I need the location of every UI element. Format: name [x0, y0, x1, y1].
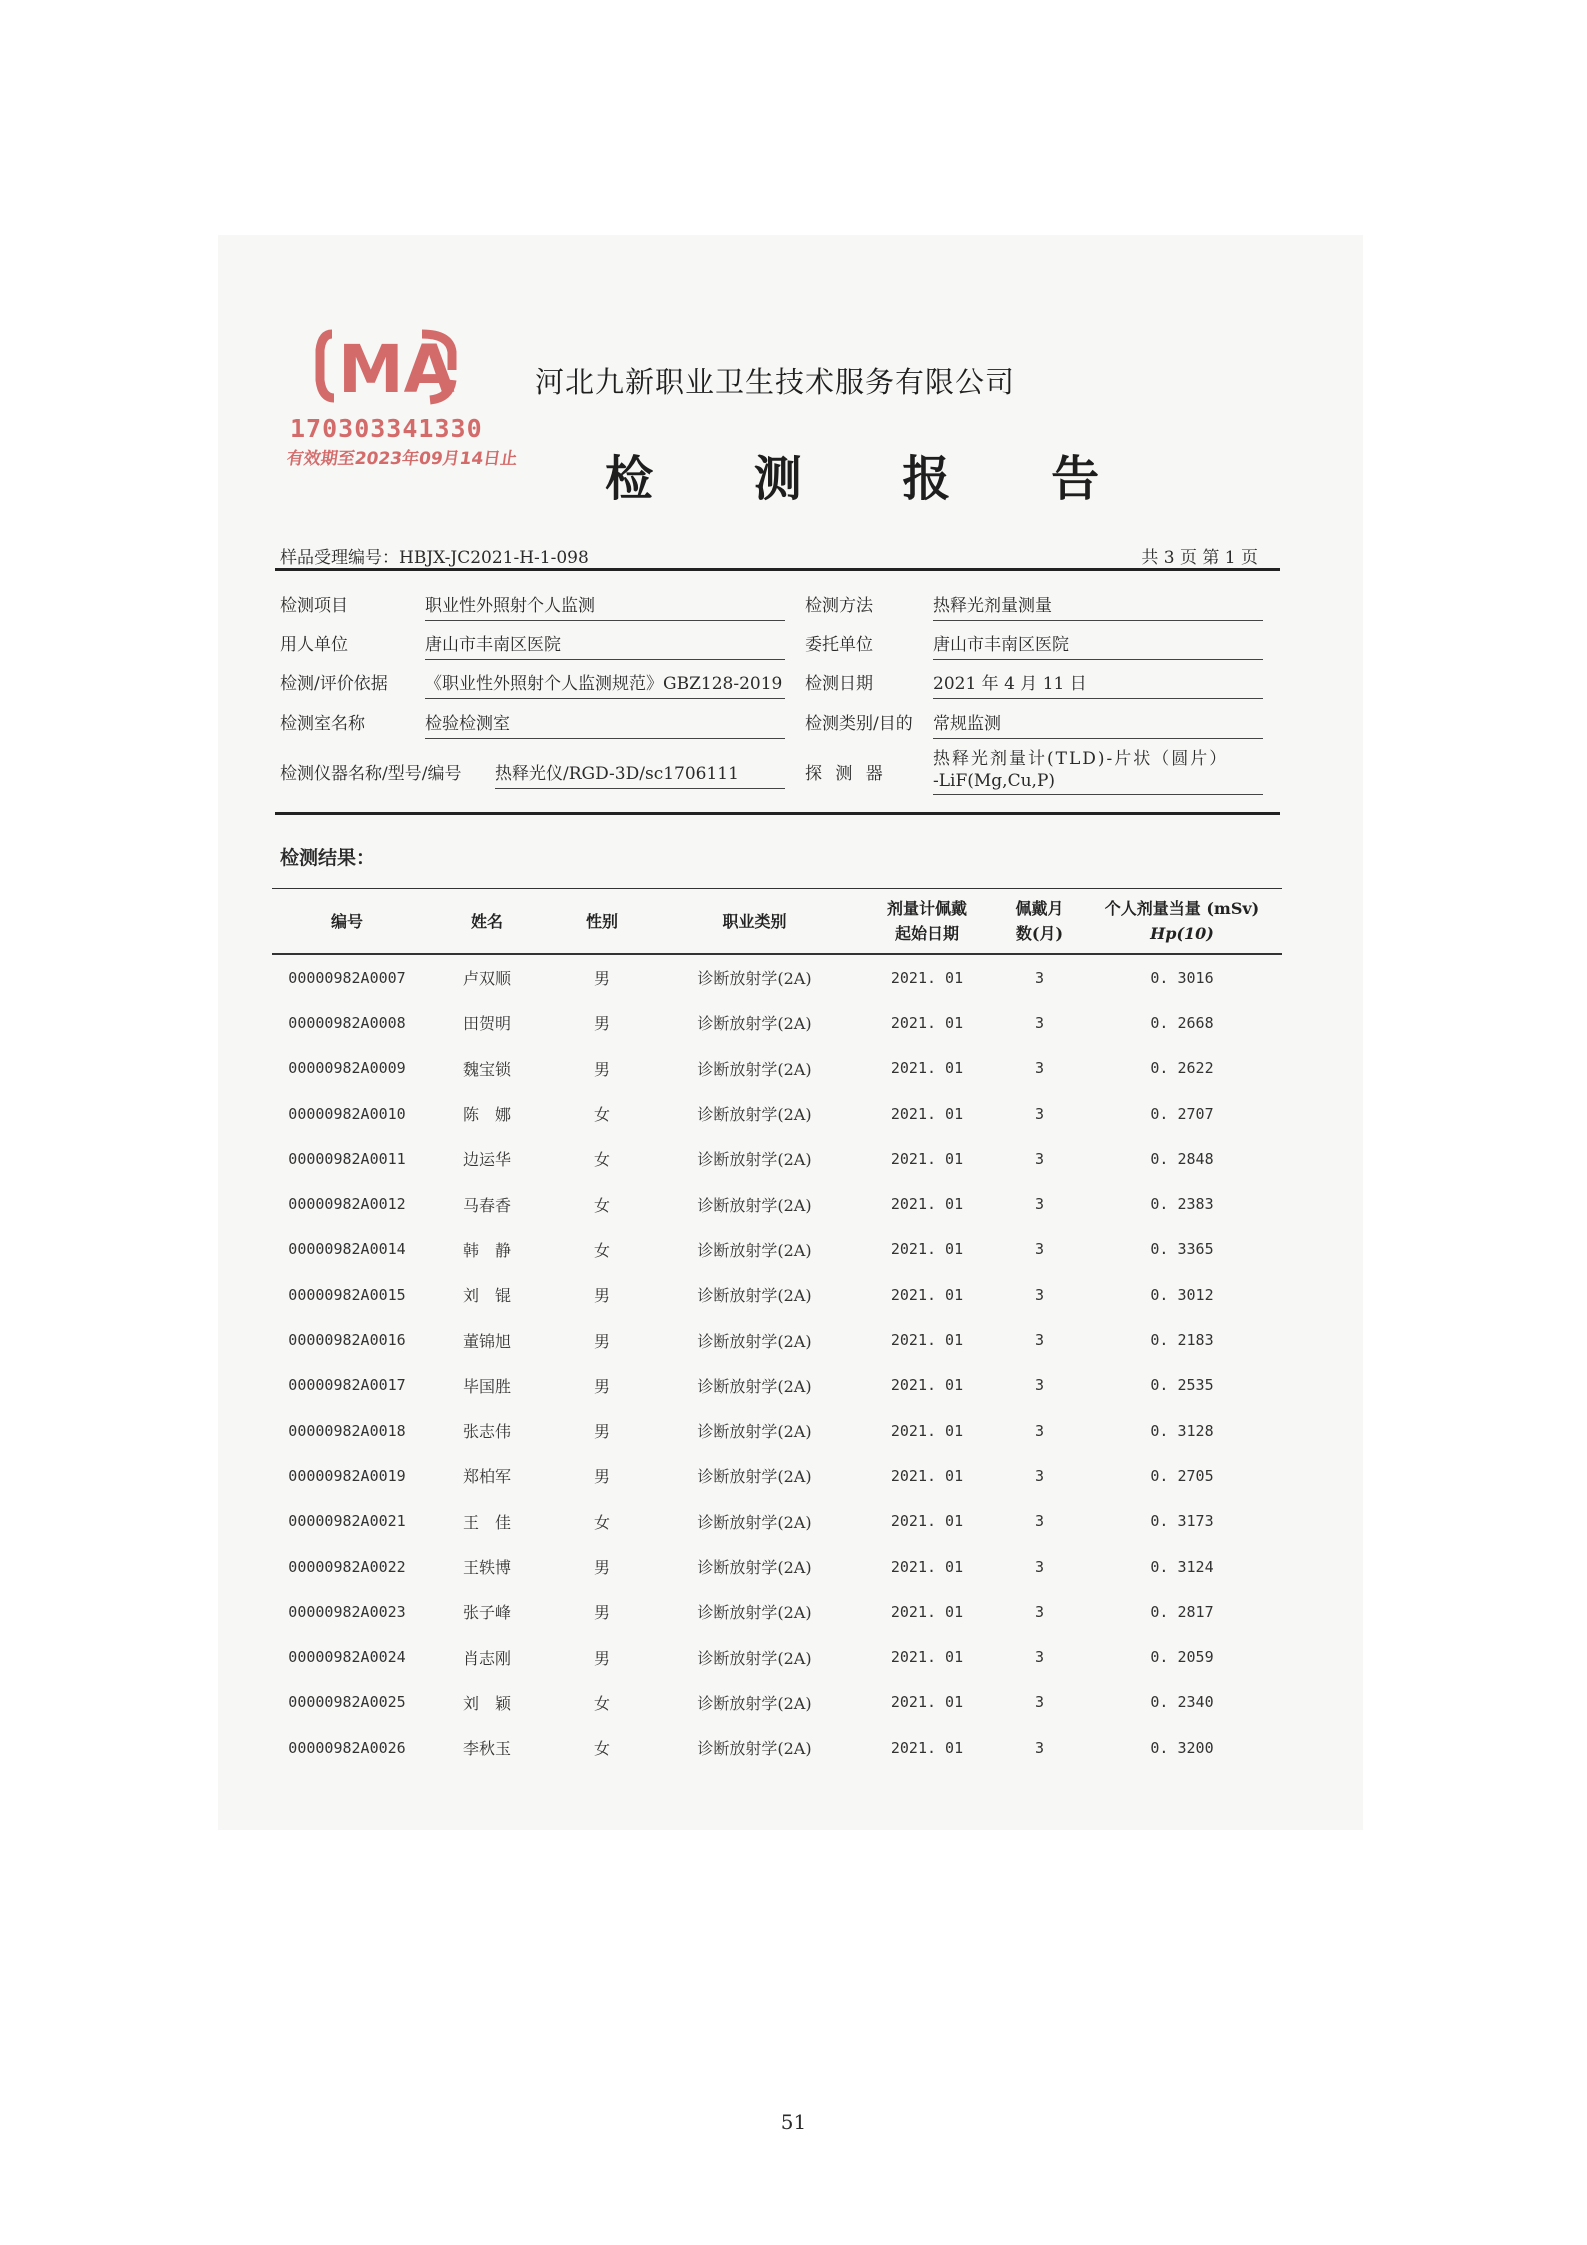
cell-occupation: 诊断放射学(2A) [697, 1105, 812, 1125]
info-row-basis [280, 663, 1280, 697]
cell-occupation: 诊断放射学(2A) [697, 1739, 812, 1759]
cell-occupation: 诊断放射学(2A) [697, 1376, 812, 1396]
cell-name: 韩 静 [462, 1240, 511, 1260]
cell-name: 郑柏军 [462, 1467, 511, 1487]
cell-months: 3 [1034, 1466, 1045, 1485]
cell-months: 3 [1034, 1331, 1045, 1350]
col-header-dose-line1: 个人剂量当量 (mSv) [1104, 899, 1260, 918]
cell-name: 边运华 [462, 1150, 511, 1170]
category-value: 常规监测 [933, 709, 1263, 739]
cma-logo-icon [310, 320, 460, 410]
table-row [272, 954, 1282, 1000]
cell-months: 3 [1034, 1693, 1045, 1712]
table-row [272, 1046, 1282, 1091]
cell-occupation: 诊断放射学(2A) [697, 1286, 812, 1306]
cell-gender: 男 [593, 1467, 610, 1487]
report-title: 检 测 报 告 [605, 451, 1142, 507]
employer-value: 唐山市丰南区医院 [425, 630, 785, 660]
table-row [272, 1091, 1282, 1136]
cell-dose: 0. 2848 [1150, 1149, 1214, 1168]
cell-id: 00000982A0024 [288, 1648, 406, 1667]
col-header-name: 姓名 [470, 911, 503, 931]
table-row [272, 1363, 1282, 1408]
cell-dose: 0. 2535 [1150, 1376, 1214, 1395]
cell-name: 李秋玉 [462, 1739, 511, 1759]
cell-id: 00000982A0007 [288, 968, 406, 987]
lab-label: 检测室名称 [280, 714, 365, 734]
client-label: 委托单位 [805, 635, 873, 655]
cell-occupation: 诊断放射学(2A) [697, 1648, 812, 1668]
detector-value [933, 748, 1263, 795]
cell-months: 3 [1034, 1013, 1045, 1032]
table-row [272, 1272, 1282, 1317]
cell-dose: 0. 2622 [1150, 1059, 1214, 1078]
table-row [272, 1453, 1282, 1498]
page-info: 共 3 页 第 1 页 [1141, 548, 1258, 568]
cell-start: 2021. 01 [890, 1104, 964, 1123]
cell-id: 00000982A0014 [288, 1240, 406, 1259]
cell-name: 张子峰 [462, 1603, 511, 1623]
cell-dose: 0. 3128 [1150, 1421, 1214, 1440]
cell-start: 2021. 01 [890, 1013, 964, 1032]
cell-dose: 0. 3012 [1150, 1285, 1214, 1304]
cell-occupation: 诊断放射学(2A) [697, 1512, 812, 1532]
cell-start: 2021. 01 [890, 1376, 964, 1395]
cell-months: 3 [1034, 1738, 1045, 1757]
cell-name: 田贺明 [462, 1014, 511, 1034]
detector-label: 探 测 器 [805, 764, 887, 784]
cell-name: 毕国胜 [462, 1376, 511, 1396]
cell-start: 2021. 01 [890, 1149, 964, 1168]
cell-name: 魏宝锁 [462, 1059, 511, 1079]
item-label: 检测项目 [280, 596, 348, 616]
col-header-months [997, 889, 1082, 955]
detector-value-line2: -LiF(Mg,Cu,P) [933, 771, 1056, 791]
cell-dose: 0. 2705 [1150, 1466, 1214, 1485]
cell-gender: 女 [593, 1693, 610, 1713]
cell-dose: 0. 3016 [1150, 968, 1214, 987]
cell-id: 00000982A0016 [288, 1331, 406, 1350]
cell-gender: 男 [593, 1376, 610, 1396]
cell-gender: 男 [593, 1286, 610, 1306]
cell-dose: 0. 3124 [1150, 1557, 1214, 1576]
date-label: 检测日期 [805, 674, 873, 694]
cell-occupation: 诊断放射学(2A) [697, 1558, 812, 1577]
cell-name: 卢双顺 [462, 969, 511, 989]
cell-gender: 男 [593, 1331, 610, 1351]
cell-dose: 0. 2817 [1150, 1602, 1214, 1621]
cell-start: 2021. 01 [890, 968, 964, 987]
cell-start: 2021. 01 [890, 1602, 964, 1621]
client-value: 唐山市丰南区医院 [933, 630, 1263, 660]
cell-months: 3 [1034, 1240, 1045, 1259]
instrument-label: 检测仪器名称/型号/编号 [280, 764, 462, 784]
table-row [272, 1136, 1282, 1181]
cell-occupation: 诊断放射学(2A) [697, 1150, 812, 1170]
col-header-months-line1: 佩戴月 [1015, 899, 1064, 918]
cell-occupation: 诊断放射学(2A) [697, 1195, 812, 1215]
table-row [272, 1000, 1282, 1045]
cell-id: 00000982A0022 [288, 1557, 406, 1576]
table-row [272, 1725, 1282, 1770]
cell-name: 王轶博 [462, 1558, 511, 1577]
cell-gender: 男 [593, 1603, 610, 1623]
cell-occupation: 诊断放射学(2A) [697, 1059, 812, 1079]
col-header-dose [1082, 889, 1282, 955]
cell-id: 00000982A0010 [288, 1104, 406, 1123]
table-row [272, 1408, 1282, 1453]
table-row [272, 1227, 1282, 1272]
item-value: 职业性外照射个人监测 [425, 591, 785, 621]
cell-name: 张志伟 [462, 1422, 511, 1442]
cell-dose: 0. 2340 [1150, 1693, 1214, 1712]
cell-gender: 男 [593, 1558, 610, 1577]
detector-value-line1: 热释光剂量计(TLD)-片状（圆片） [933, 749, 1229, 769]
cell-name: 肖志刚 [462, 1648, 511, 1668]
cell-months: 3 [1034, 1104, 1045, 1123]
cell-occupation: 诊断放射学(2A) [697, 1014, 812, 1034]
col-header-id: 编号 [330, 911, 363, 931]
cell-gender: 男 [593, 969, 610, 989]
cell-gender: 男 [593, 1648, 610, 1668]
date-value: 2021 年 4 月 11 日 [933, 669, 1263, 699]
cell-id: 00000982A0017 [288, 1376, 406, 1395]
cell-months: 3 [1034, 1285, 1045, 1304]
table-row [272, 1544, 1282, 1589]
cell-id: 00000982A0026 [288, 1738, 406, 1757]
table-row [272, 1181, 1282, 1226]
info-row-item [280, 585, 1280, 619]
cell-dose: 0. 2059 [1150, 1648, 1214, 1667]
sample-id: 样品受理编号：HBJX-JC2021-H-1-098 [280, 548, 589, 568]
stamp-validity: 有效期至2023年09月14日止 [285, 449, 519, 469]
col-header-months-line2: 数(月) [1015, 924, 1064, 943]
cell-start: 2021. 01 [890, 1648, 964, 1667]
basis-value: 《职业性外照射个人监测规范》GBZ128-2019 [425, 669, 785, 699]
cell-months: 3 [1034, 1512, 1045, 1531]
cell-name: 董锦旭 [462, 1331, 511, 1351]
col-header-start [857, 889, 997, 955]
cell-occupation: 诊断放射学(2A) [697, 1603, 812, 1623]
cell-id: 00000982A0015 [288, 1285, 406, 1304]
basis-label: 检测/评价依据 [280, 674, 388, 694]
table-row [272, 1680, 1282, 1725]
lab-value: 检验检测室 [425, 709, 785, 739]
cell-id: 00000982A0018 [288, 1421, 406, 1440]
cell-gender: 女 [593, 1240, 610, 1260]
table-row [272, 1317, 1282, 1362]
cell-gender: 女 [593, 1739, 610, 1759]
cell-months: 3 [1034, 1602, 1045, 1621]
col-header-start-line1: 剂量计佩戴 [886, 899, 967, 918]
cell-occupation: 诊断放射学(2A) [697, 1422, 812, 1442]
company-name: 河北九新职业卫生技术服务有限公司 [535, 365, 1016, 399]
page-number: 51 [780, 2110, 807, 2134]
info-bottom-rule [275, 812, 1280, 815]
table-row [272, 1634, 1282, 1679]
table-row [272, 1589, 1282, 1634]
cell-gender: 女 [593, 1512, 610, 1532]
cell-name: 王 佳 [462, 1512, 511, 1532]
cell-dose: 0. 3173 [1150, 1512, 1214, 1531]
col-header-dose-line2: Hp(10) [1150, 924, 1214, 943]
table-row [272, 1499, 1282, 1544]
cell-gender: 男 [593, 1422, 610, 1442]
method-value: 热释光剂量测量 [933, 591, 1263, 621]
cell-months: 3 [1034, 968, 1045, 987]
info-row-lab [280, 703, 1280, 737]
cell-occupation: 诊断放射学(2A) [697, 1240, 812, 1260]
col-header-start-line2: 起始日期 [894, 924, 959, 943]
cell-start: 2021. 01 [890, 1512, 964, 1531]
cell-start: 2021. 01 [890, 1557, 964, 1576]
cell-id: 00000982A0019 [288, 1466, 406, 1485]
cell-months: 3 [1034, 1648, 1045, 1667]
cell-months: 3 [1034, 1421, 1045, 1440]
cell-occupation: 诊断放射学(2A) [697, 1693, 812, 1713]
cma-stamp [285, 320, 519, 470]
cell-dose: 0. 2668 [1150, 1013, 1214, 1032]
cell-occupation: 诊断放射学(2A) [697, 1467, 812, 1487]
cell-id: 00000982A0011 [288, 1149, 406, 1168]
results-body [272, 954, 1282, 1770]
cell-start: 2021. 01 [890, 1466, 964, 1485]
cell-start: 2021. 01 [890, 1693, 964, 1712]
stamp-cert-number: 170303341330 [290, 414, 483, 443]
cell-months: 3 [1034, 1195, 1045, 1214]
cell-id: 00000982A0025 [288, 1693, 406, 1712]
cell-months: 3 [1034, 1376, 1045, 1395]
cell-start: 2021. 01 [890, 1331, 964, 1350]
cell-start: 2021. 01 [890, 1285, 964, 1304]
cell-occupation: 诊断放射学(2A) [697, 969, 812, 989]
cell-start: 2021. 01 [890, 1059, 964, 1078]
cell-name: 陈 娜 [462, 1105, 511, 1125]
cell-name: 刘 颖 [462, 1693, 511, 1713]
category-label: 检测类别/目的 [805, 714, 913, 734]
cell-gender: 女 [593, 1195, 610, 1215]
cell-id: 00000982A0021 [288, 1512, 406, 1531]
cell-months: 3 [1034, 1149, 1045, 1168]
cell-occupation: 诊断放射学(2A) [697, 1331, 812, 1351]
cell-name: 刘 锟 [462, 1286, 511, 1306]
col-header-occupation: 职业类别 [722, 911, 787, 931]
cell-start: 2021. 01 [890, 1738, 964, 1757]
cma-logo-text: MA [338, 331, 455, 408]
col-header-gender: 性别 [585, 911, 618, 931]
cell-gender: 男 [593, 1059, 610, 1079]
cell-months: 3 [1034, 1557, 1045, 1576]
cell-name: 马春香 [462, 1195, 511, 1215]
info-top-rule [275, 568, 1280, 571]
meta-line [280, 543, 1280, 568]
cell-id: 00000982A0008 [288, 1013, 406, 1032]
cell-id: 00000982A0009 [288, 1059, 406, 1078]
cell-start: 2021. 01 [890, 1240, 964, 1259]
cell-id: 00000982A0023 [288, 1602, 406, 1621]
cell-gender: 女 [593, 1105, 610, 1125]
employer-label: 用人单位 [280, 635, 348, 655]
cell-start: 2021. 01 [890, 1421, 964, 1440]
cell-dose: 0. 3365 [1150, 1240, 1214, 1259]
cell-gender: 男 [593, 1014, 610, 1034]
cell-dose: 0. 3200 [1150, 1738, 1214, 1757]
cell-id: 00000982A0012 [288, 1195, 406, 1214]
cell-gender: 女 [593, 1150, 610, 1170]
info-row-employer [280, 624, 1280, 658]
cell-start: 2021. 01 [890, 1195, 964, 1214]
cell-months: 3 [1034, 1059, 1045, 1078]
results-header-row [272, 889, 1282, 955]
cell-dose: 0. 2383 [1150, 1195, 1214, 1214]
cell-dose: 0. 2183 [1150, 1331, 1214, 1350]
results-table [272, 888, 1282, 1770]
method-label: 检测方法 [805, 596, 873, 616]
results-label: 检测结果： [280, 847, 376, 869]
instrument-value: 热释光仪/RGD-3D/sc1706111 [495, 759, 785, 789]
cell-dose: 0. 2707 [1150, 1104, 1214, 1123]
